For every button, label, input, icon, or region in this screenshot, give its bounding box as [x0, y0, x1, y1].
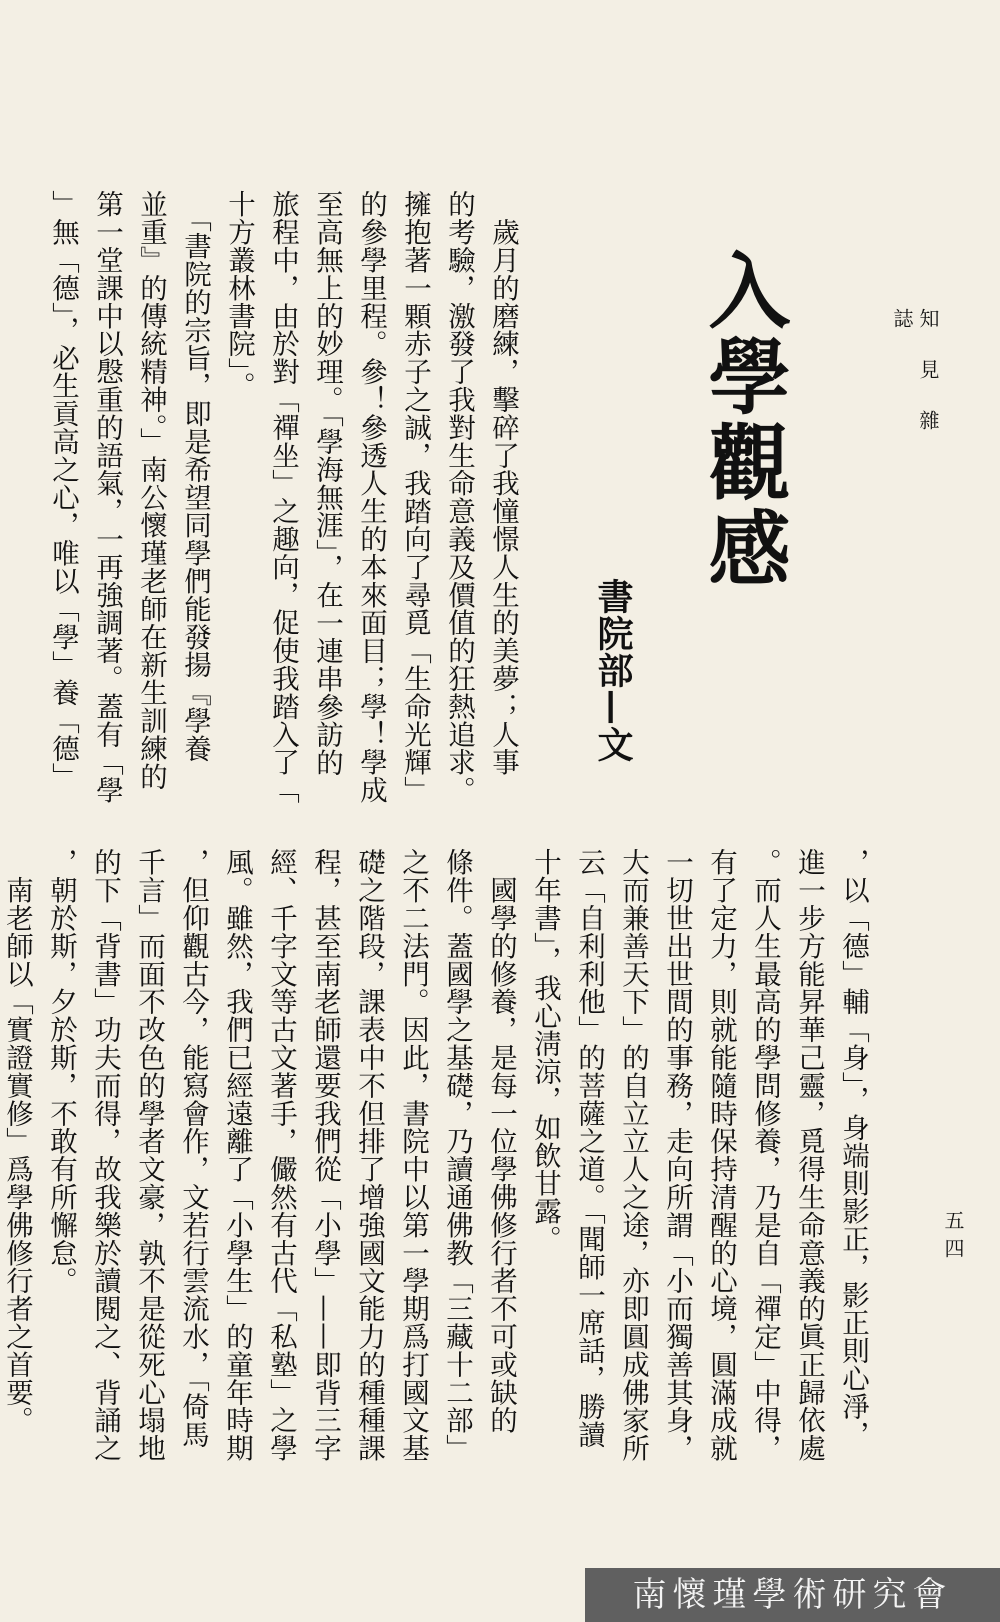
text-column: 歲月的磨練，擊碎了我憧憬人生的美夢；人事 — [487, 190, 519, 776]
text-column: 的下「背書」功夫而得，故我樂於讀閱之、背誦之 — [89, 848, 121, 1462]
text-column: 「書院的宗旨，即是希望同學們能發揚『學養 — [179, 190, 211, 763]
text-column: 第一堂課中以慇重的語氣，一再強調著。蓋有「學 — [91, 190, 123, 804]
text-column: 至高無上的妙理。「學海無涯」，在一連串參訪的 — [311, 190, 343, 777]
text-column: 經、千字文等古文著手，儼然有古代「私塾」之學 — [265, 848, 297, 1462]
text-column: 。而人生最高的學問修養，乃是自「禪定」中得， — [749, 848, 781, 1462]
text-column: 程，甚至南老師還要我們從「小學」——即背三字 — [309, 848, 341, 1462]
text-column: 國學的修養，是每一位學佛修行者不可或缺的 — [485, 848, 517, 1434]
text-column: 進一步方能昇華己靈，覓得生命意義的眞正歸依處 — [793, 848, 825, 1462]
article-title: 入學觀感 — [695, 248, 791, 592]
text-column: 礎之階段，課表中不但排了增強國文能力的種種課 — [353, 848, 385, 1462]
article-byline: 書院部—文 — [592, 578, 634, 763]
text-column: 的考驗，激發了我對生命意義及價值的狂熱追求。 — [443, 190, 475, 804]
text-column: 有了定力，則就能隨時保持清醒的心境，圓滿成就 — [705, 848, 737, 1462]
text-column: 條件。蓋國學之基礎，乃讀通佛教「三藏十二部」 — [441, 848, 473, 1462]
article-body-upper — [47, 190, 525, 820]
text-column: 旅程中，由於對「禪坐」之趣向，促使我踏入了「 — [267, 190, 299, 804]
text-column: 十方叢林書院」。 — [223, 190, 255, 400]
text-column: 千言」而面不改色的學者文豪，孰不是從死心塌地 — [133, 848, 165, 1462]
text-column: 的參學里程。參！參透人生的本來面目；學！學成 — [355, 190, 387, 804]
text-column: 云「自利利他」的菩薩之道。「聞師一席話，勝讀 — [573, 848, 605, 1449]
text-column: 風。雖然，我們已經遠離了「小學生」的童年時期 — [221, 848, 253, 1462]
text-column: 一切世出世間的事務，走向所謂「小而獨善其身， — [661, 848, 693, 1462]
text-column: ，但仰觀古今，能寫會作，文若行雲流水，「倚馬 — [177, 848, 209, 1449]
text-column: 擁抱著一顆赤子之誠，我踏向了尋覓「生命光輝」 — [399, 190, 431, 804]
text-column: 」無「德」，必生貢高之心，唯以「學」養「德」 — [47, 190, 79, 791]
text-column: 並重』的傳統精神。」南公懷瑾老師在新生訓練的 — [135, 190, 167, 791]
text-column: 之不二法門。因此，書院中以第一學期爲打國文基 — [397, 848, 429, 1462]
page-number: 五四 — [941, 1210, 965, 1266]
text-column: 南老師以「實證實修」爲學佛修行者之首要。 — [1, 848, 33, 1434]
text-column: 十年書」，我心淸涼，如飲甘露。 — [529, 848, 561, 1253]
text-column: ，以「德」輔「身」，身端則影正，影正則心淨， — [837, 848, 869, 1449]
article-body-lower — [1, 848, 875, 1528]
footer-banner: 南懷瑾學術研究會 — [585, 1568, 1000, 1622]
text-column: ，朝於斯，夕於斯，不敢有所懈怠。 — [45, 848, 77, 1295]
text-column: 大而兼善天下」的自立立人之途，亦即圓成佛家所 — [617, 848, 649, 1462]
magazine-masthead: 知見雜誌 — [890, 308, 940, 461]
